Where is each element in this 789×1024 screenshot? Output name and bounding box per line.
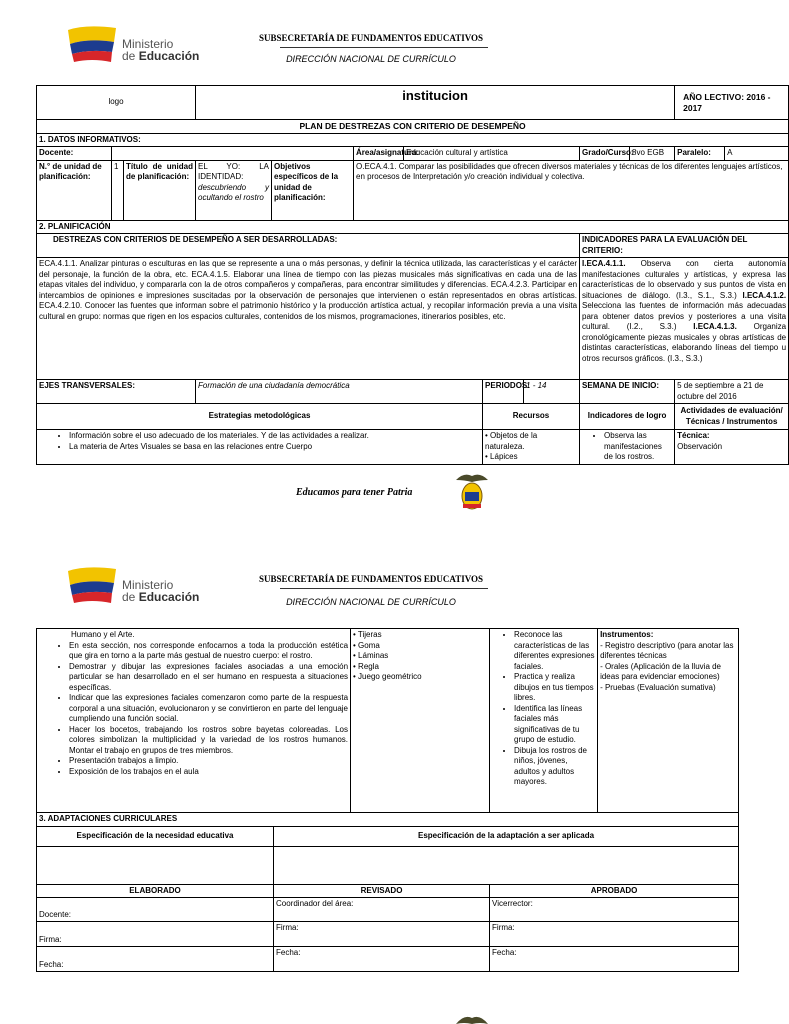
firma-label: Firma: xyxy=(490,922,739,947)
list-item: - Pruebas (Evaluación sumativa) xyxy=(600,682,716,692)
fecha-label: Fecha: xyxy=(37,947,274,972)
list-item: • Lápices xyxy=(485,452,518,461)
list-item: • Identifica las líneas faciales más significativas de tu grupo de estudio. xyxy=(514,704,595,746)
firma-label: Firma: xyxy=(274,922,490,947)
ministerio-logo-page2 xyxy=(66,565,206,607)
col-recursos: Recursos xyxy=(483,404,580,430)
periodos-label: PERIODOS: xyxy=(483,380,524,404)
grado-value: 8vo EGB xyxy=(630,147,675,161)
indicadores-header: INDICADORES PARA LA EVALUACIÓN DEL CRITERIO: xyxy=(580,234,789,258)
list-item: • Juego geométrico xyxy=(353,672,422,681)
section-planificacion: 2. PLANIFICACIÓN xyxy=(37,220,789,234)
recursos-p2 xyxy=(351,629,490,813)
docente-label: Docente: xyxy=(37,147,112,161)
area-value: Educación cultural y artística xyxy=(404,147,580,161)
logo-line2: de Educación xyxy=(122,590,200,604)
logo-cell: logo xyxy=(37,86,196,120)
instrumentos-label: Instrumentos: xyxy=(600,630,654,639)
estrategias-cont: Humano y el Arte. xyxy=(71,630,135,639)
list-item: • Practica y realiza dibujos en tus tiempos libres. xyxy=(514,672,595,704)
direccion-title-page2: DIRECCIÓN NACIONAL DE CURRÍCULO xyxy=(286,597,456,607)
area-label: Área/asignatura: xyxy=(354,147,404,161)
direccion-title: DIRECCIÓN NACIONAL DE CURRÍCULO xyxy=(286,54,456,64)
footer-slogan: Educamos para tener Patria xyxy=(296,487,413,498)
adapt-col1: Especificación de la necesidad educativa xyxy=(37,826,274,846)
list-item: • Presentación trabajos a limpio. xyxy=(69,756,348,767)
col-actividades: Actividades de evaluación/ Técnicas / Instrumentos xyxy=(675,404,789,430)
coat-of-arms-icon xyxy=(452,1012,492,1024)
section-adaptaciones: 3. ADAPTACIONES CURRICULARES xyxy=(37,813,739,827)
estrategias-p2 xyxy=(37,629,351,813)
revisado-header: REVISADO xyxy=(274,884,490,898)
subsecretaria-title: SUBSECRETARÍA DE FUNDAMENTOS EDUCATIVOS xyxy=(258,33,484,43)
tecnica-label: Técnica: xyxy=(677,431,710,440)
ministerio-logo xyxy=(66,24,206,66)
col-indicadores-logro: Indicadores de logro xyxy=(580,404,675,430)
recursos-p1 xyxy=(483,430,580,465)
indicadores-text: I.ECA.4.1.1. Observa con cierta autonomía manifestaciones culturales y artísticas, y expresa las características de lo observado y sus puntos de vista en situaciones de diálogo. (I.3., S.1., S.3.) I.ECA.4.1.2. Selecciona las fuentes de información más adecuadas para obtener datos previos y posteriores a una visita cultural. (I.2., S.3.) I.ECA.4.1.3. Organiza cronológicamente piezas musicales y obras artísticas de distintas características, elaborando líneas del tiempo u otros recursos gráficos. (I.3., S.3.) xyxy=(580,258,789,380)
destrezas-text: ECA.4.1.1. Analizar pinturas o esculturas en las que se represente a una o más personas, y definir la técnica utilizada, las características y el carácter del personaje, la función de la obra, etc. ECA.4.1.5. Elaborar una línea de tiempo con las piezas musicales más significativas en cada una de las etapas vitales del individuo, y compararla con la de otros compañeros y compañeras, para encontrar similitudes y diferencias. ECA.4.2.3. Participar en intercambios de opiniones e impresiones suscitadas por la observación de personajes que intervienen o están representados en obras artísticas. ECA.4.2.10. Conocer las fuentes que informan sobre el patrimonio histórico y la producción artística actual, y recopilar información previa a una visita cultural en grupo: normas que rigen en los espacios culturales, contenidos de los mismos, programaciones, itinerarios posibles, etc. xyxy=(37,258,580,380)
list-item: • La materia de Artes Visuales se basa en las relaciones entre Cuerpo xyxy=(69,442,480,453)
flag-swoosh-icon xyxy=(66,565,122,605)
estrategias-p1 xyxy=(37,430,483,465)
vicerrector-label: Vicerrector: xyxy=(490,898,739,922)
unidad-label: N.° de unidad de planificación: xyxy=(37,160,112,220)
logo-line2: de Educación xyxy=(122,49,200,63)
docente-value[interactable] xyxy=(112,147,354,161)
coordinador-label: Coordinador del área: xyxy=(274,898,490,922)
ejes-value: Formación de una ciudadanía democrática xyxy=(196,380,483,404)
objetivos-label: Objetivos específicos de la unidad de planificación: xyxy=(272,160,354,220)
objetivos-value: O.ECA.4.1. Comparar las posibilidades que ofrecen diversos materiales y técnicas de los diferentes lenguajes artísticos, en procesos de Interpretación y/o creación individual y colectiva. xyxy=(354,160,789,220)
ejes-label: EJES TRANSVERSALES: xyxy=(37,380,196,404)
paralelo-value: A xyxy=(725,147,789,161)
list-item: • Tijeras xyxy=(353,630,382,639)
destrezas-header: DESTREZAS CON CRITERIOS DE DESEMPEÑO A SER DESARROLLADAS: xyxy=(37,234,580,258)
logo-line1: Ministerio xyxy=(122,37,174,51)
grado-label: Grado/Curso: xyxy=(580,147,630,161)
header-rule xyxy=(280,588,488,589)
titulo-label: Título de unidad de planificación: xyxy=(124,160,196,220)
list-item: • Dibuja los rostros de niños, jóvenes, adultos y adultos mayores. xyxy=(514,746,595,788)
list-item: • Regla xyxy=(353,661,379,671)
paralelo-label: Paralelo: xyxy=(675,147,725,161)
list-item: • En esta sección, nos corresponde enfocarnos a toda la producción estética que gira en torno a la parte más gestual de nuestro cuerpo: el rostro. xyxy=(69,641,348,662)
list-item: - Orales (Aplicación de la lluvia de ideas para evidenciar emociones) xyxy=(600,661,722,681)
coat-of-arms-icon xyxy=(452,470,492,512)
firma-label: Firma: xyxy=(37,922,274,947)
instrumentos-cell xyxy=(598,629,739,813)
planning-table-page1 xyxy=(36,85,789,465)
list-item: • Goma xyxy=(353,640,380,650)
semana-label: SEMANA DE INICIO: xyxy=(580,380,675,404)
col-estrategias: Estrategias metodológicas xyxy=(37,404,483,430)
tecnica-cell xyxy=(675,430,789,465)
list-item: • Objetos de la naturaleza. xyxy=(485,431,538,451)
logro-p1 xyxy=(580,430,675,465)
tecnica-value: Observación xyxy=(677,441,723,451)
logro-p2 xyxy=(490,629,598,813)
list-item: - Registro descriptivo (para anotar las diferentes técnicas xyxy=(600,640,734,660)
aprobado-header: APROBADO xyxy=(490,884,739,898)
list-item: • Observa las manifestaciones de los rostros. xyxy=(604,431,672,463)
anio-lectivo: AÑO LECTIVO: 2016 - 2017 xyxy=(675,86,789,120)
logo-line1: Ministerio xyxy=(122,578,174,592)
list-item: • Exposición de los trabajos en el aula xyxy=(69,767,348,778)
docente-sign-label: Docente: xyxy=(37,898,274,922)
list-item: • Demostrar y dibujar las expresiones faciales asociadas a una emoción particular se han desarrollado en el ser humano en respuesta a situaciones específicas. xyxy=(69,662,348,694)
subsecretaria-title-page2: SUBSECRETARÍA DE FUNDAMENTOS EDUCATIVOS xyxy=(258,574,484,584)
fecha-label: Fecha: xyxy=(490,947,739,972)
list-item: • Láminas xyxy=(353,651,389,660)
plan-title: PLAN DE DESTREZAS CON CRITERIO DE DESEMPEÑO xyxy=(37,120,789,134)
elaborado-header: ELABORADO xyxy=(37,884,274,898)
unidad-value: 1 xyxy=(112,160,124,220)
flag-swoosh-icon xyxy=(66,24,122,64)
titulo-value: EL YO: LA IDENTIDAD: descubriendo y ocultando el rostro xyxy=(196,160,272,220)
adapt-necesidad-value[interactable] xyxy=(37,846,274,884)
periodos-value: 1 - 14 xyxy=(524,380,580,404)
list-item: • Hacer los bocetos, trabajando los rostros sobre bayetas coloreadas. Los colores simbolizan la multiplicidad y la variedad de los rostros humanos. Montar el trabajo en grupos de tres miembros. xyxy=(69,725,348,757)
fecha-label: Fecha: xyxy=(274,947,490,972)
semana-value: 5 de septiembre a 21 de octubre del 2016 xyxy=(675,380,789,404)
adapt-adaptacion-value[interactable] xyxy=(274,846,739,884)
institucion-cell: institucion xyxy=(196,86,675,120)
list-item: • Información sobre el uso adecuado de los materiales. Y de las actividades a realizar. xyxy=(69,431,480,442)
list-item: • Reconoce las características de las diferentes expresiones faciales. xyxy=(514,630,595,672)
adapt-col2: Especificación de la adaptación a ser aplicada xyxy=(274,826,739,846)
planning-table-page2 xyxy=(36,628,739,972)
header-rule xyxy=(280,47,488,48)
section-datos: 1. DATOS INFORMATIVOS: xyxy=(37,133,789,147)
list-item: • Indicar que las expresiones faciales comenzaron como parte de la respuesta corporal a una situación, evolucionaron y se convirtieron en parte del lenguaje cumpliendo una función social. xyxy=(69,693,348,725)
